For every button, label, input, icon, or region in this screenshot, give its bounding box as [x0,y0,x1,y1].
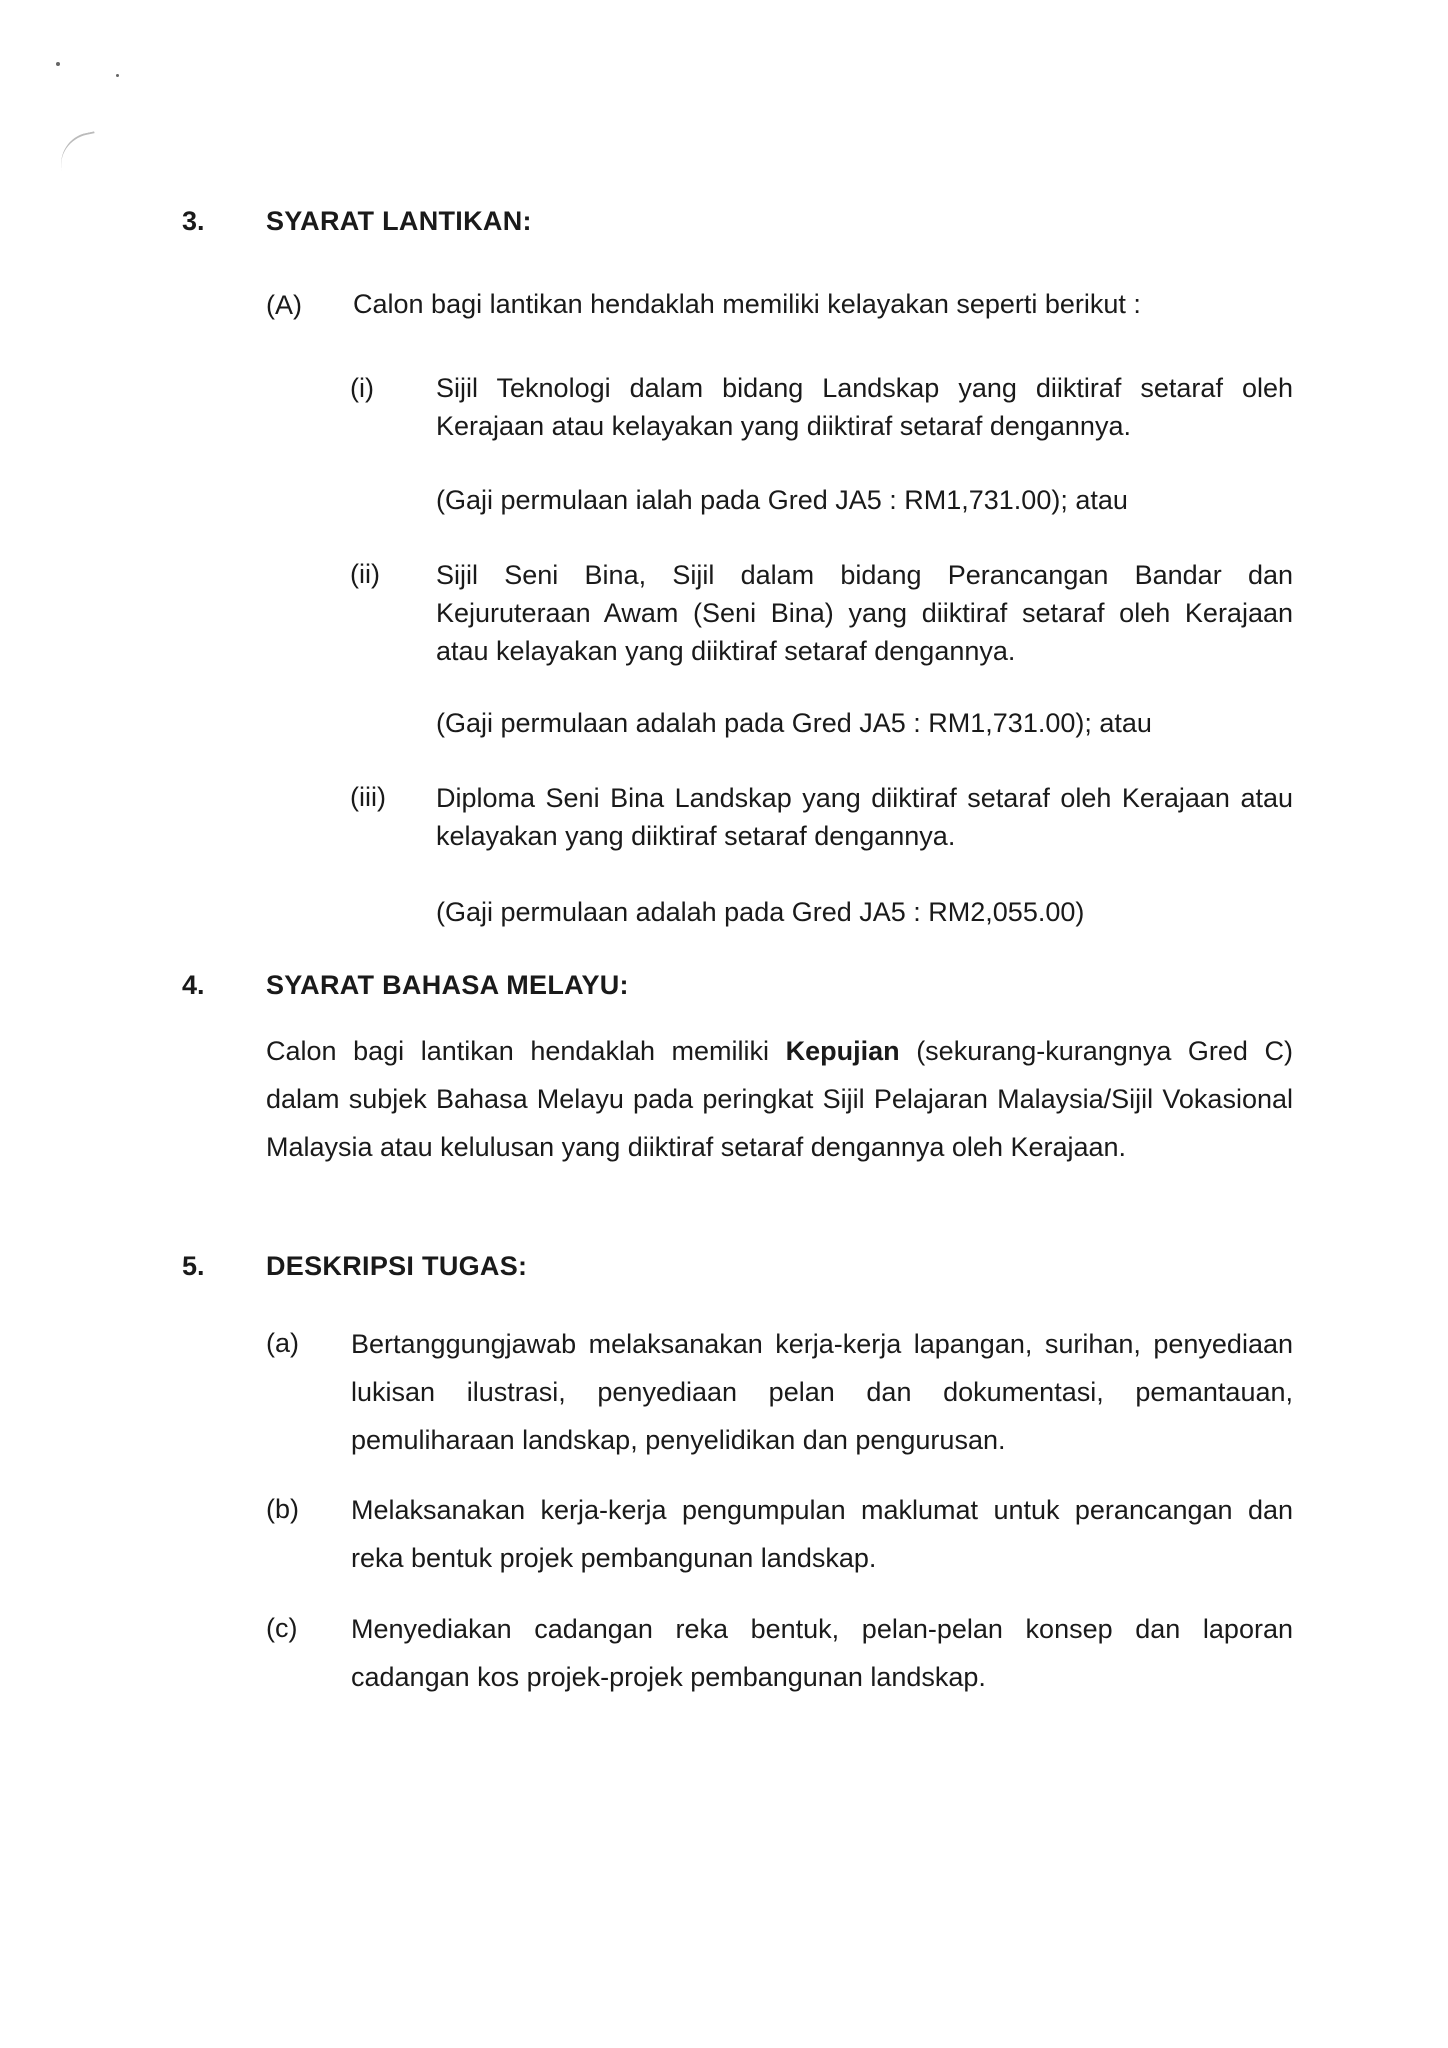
item-i-label: (i) [350,373,374,403]
duty-b-text: Melaksanakan kerja-kerja pengumpulan maklumat untuk perancangan dan reka bentuk projek pembangunan landskap. [351,1495,1293,1573]
item-ii-salary: (Gaji permulaan adalah pada Gred JA5 : RM1,731.00); atau [436,708,1152,738]
section-5-heading: DESKRIPSI TUGAS: [266,1251,528,1281]
section-3-a-text: Calon bagi lantikan hendaklah memiliki kelayakan seperti berikut : [353,289,1141,319]
section-3-number: 3. [182,206,205,236]
scan-speck [56,62,60,66]
section-4-text-end: (sekurang-kurangnya Gred C) dalam subjek Bahasa Melayu pada peringkat Sijil Pelajaran Malaysia/Sijil Vokasional Malaysia atau kelulusan yang diiktiraf setaraf dengannya oleh Kerajaan. [266,1036,1293,1162]
duty-c-text: Menyediakan cadangan reka bentuk, pelan-pelan konsep dan laporan cadangan kos projek-projek pembangunan landskap. [351,1614,1293,1692]
section-4-text-start: Calon bagi lantikan hendaklah memiliki [266,1036,786,1066]
item-iii-salary: (Gaji permulaan adalah pada Gred JA5 : RM2,055.00) [436,897,1085,927]
section-4-number: 4. [182,970,205,1000]
item-iii-text: Diploma Seni Bina Landskap yang diiktiraf setaraf oleh Kerajaan atau kelayakan yang diiktiraf setaraf dengannya. [436,783,1293,851]
duty-c-label: (c) [266,1613,298,1643]
section-3-heading: SYARAT LANTIKAN: [266,206,532,236]
section-4-heading: SYARAT BAHASA MELAYU: [266,970,629,1000]
scan-curve-mark [55,131,101,171]
item-ii-label: (ii) [350,559,380,589]
item-iii-label: (iii) [350,782,386,812]
kepujian-bold: Kepujian [785,1036,900,1066]
item-i-text: Sijil Teknologi dalam bidang Landskap yang diiktiraf setaraf oleh Kerajaan atau kelayakan yang diiktiraf setaraf dengannya. [436,373,1293,441]
item-ii-text: Sijil Seni Bina, Sijil dalam bidang Perancangan Bandar dan Kejuruteraan Awam (Seni Bina) yang diiktiraf setaraf oleh Kerajaan atau kelayakan yang diiktiraf setaraf dengannya. [436,560,1293,666]
duty-a-label: (a) [266,1328,299,1358]
item-i-salary: (Gaji permulaan ialah pada Gred JA5 : RM1,731.00); atau [436,485,1128,515]
section-4-paragraph [266,1027,1293,1171]
duty-b-label: (b) [266,1494,299,1524]
section-5-number: 5. [182,1251,205,1281]
duty-a-text: Bertanggungjawab melaksanakan kerja-kerja lapangan, surihan, penyediaan lukisan ilustrasi, penyediaan pelan dan dokumentasi, pemantauan, pemuliharaan landskap, penyelidikan dan pengurusan. [351,1329,1293,1455]
section-3-a-label: (A) [266,290,302,320]
scan-speck [116,74,119,77]
